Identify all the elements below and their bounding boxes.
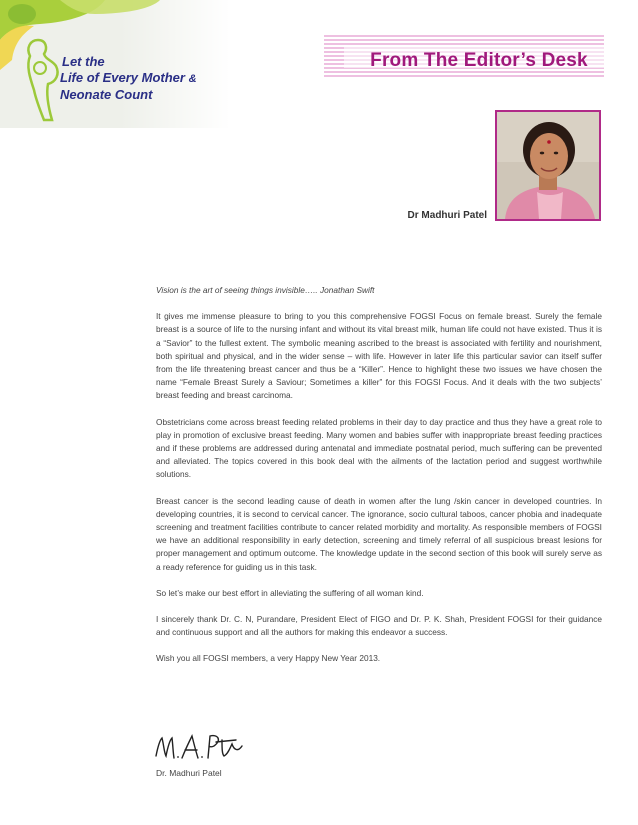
logo-line-2 [60,70,230,87]
paragraph-2: Obstetricians come across breast feeding related problems in their day to day practice and thus they have a great role to play in promotion of exclusive breast feeding. Many women and babies suffer with inappropriate breast feeding practices and if these problems are addressed during antenatal and immediate postnatal period, much suffering can be prevented and alleviated. The topics covered in this book deal with the ailments of the lactation period and suggest worthwhile solutions. [156,416,602,480]
logo-ampersand: & [188,73,197,85]
paragraph-3: Breast cancer is the second leading cause of death in women after the lung /skin cancer in developed countries. In developing countries, it is second to cervical cancer. The ignorance, socio cultural taboos, cancer phobia and inadequate screening and treatment facilities contribute to cancer related morbidity and mortality. As responsible members of FOGSI we have an additional responsibility in early detection, screening and timely referral of all suspicious breast lesions for proper management and optimum outcome. The knowledge update in the second section of this book will surely serve as a ready reference for guiding us in this task. [156,495,602,572]
logo-tagline [62,54,230,103]
paragraph-6: Wish you all FOGSI members, a very Happy New Year 2013. [156,653,381,664]
logo-line-3: Neonate Count [60,87,153,102]
signatory-name: Dr. Madhuri Patel [156,768,222,778]
paragraph-5: I sincerely thank Dr. C. N, Purandare, President Elect of FIGO and Dr. P. K. Shah, President FOGSI for their guidance and continuous support and all the authors for making this endeavor a success. [156,614,602,638]
editor-portrait [497,112,599,219]
handwritten-signature [152,730,252,764]
logo-line-1: Let the [62,54,105,69]
campaign-logo [0,0,230,128]
opening-quote: Vision is the art of seeing things invisible….. Jonathan Swift [156,285,375,295]
editor-photo [495,110,601,221]
paragraph-4: So let’s make our best effort in alleviating the suffering of all woman kind. [156,587,424,598]
editor-name: Dr Madhuri Patel [407,210,487,221]
page-title: From The Editor’s Desk [370,50,588,71]
paragraph-1: It gives me immense pleasure to bring to you this comprehensive FOGSI Focus on female breast. Surely the female breast is a source of life to the nursing infant and without its vital breast milk, human life could not have existed. Thus it is a “Savior” to the fullest extent. The symbolic meaning ascribed to the breast is associated with fertility and nourishment, both spiritual and physical, and in the wider sense – with life. However in later life this particular savior can itself suffer from the life threatening breast cancer and thus be a “Killer”. Hence to highlight these two issues we have chosen the name “Female Breast Surely a Saviour; Sometimes a killer” for this FOGSI Focus. And it deals with the two subjects’ breast feeding and breast carcinoma. [156,311,602,401]
logo-line-2-text: Life of Every Mother [60,70,185,85]
editorial-body [156,284,602,679]
